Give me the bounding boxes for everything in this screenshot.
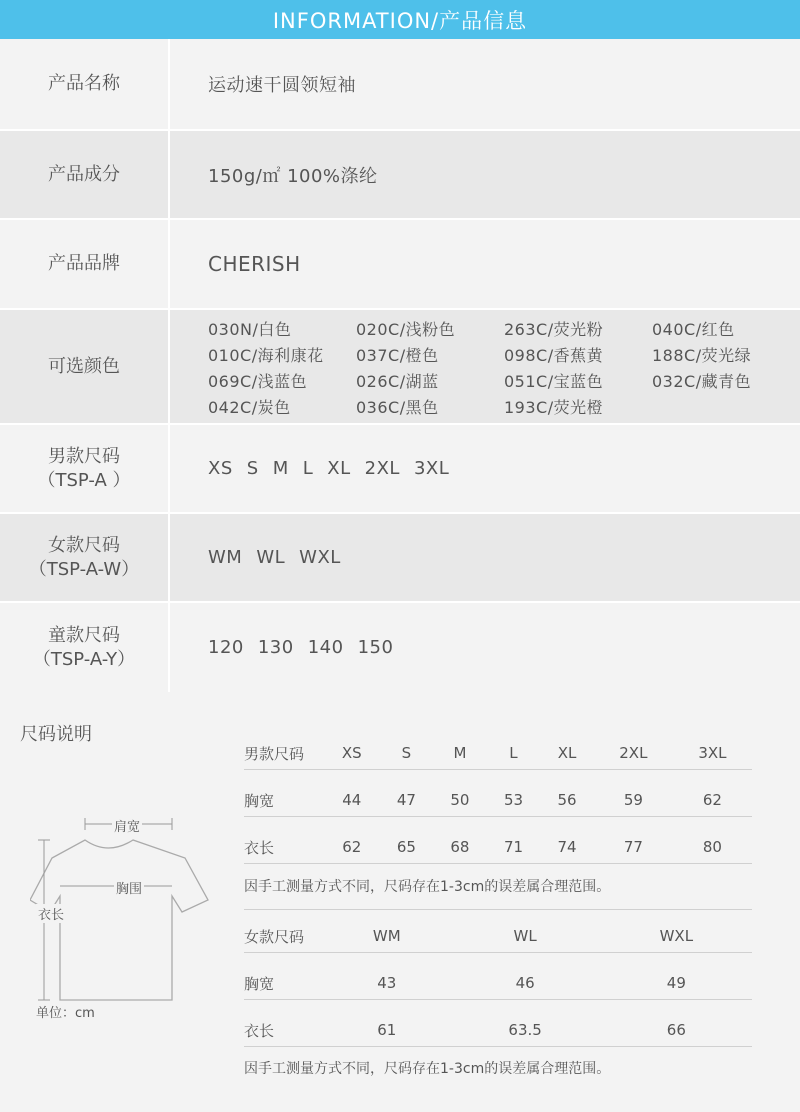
info-value-colors: [170, 310, 800, 423]
table-cell: WL: [450, 921, 601, 952]
info-value-women-sizes: [170, 514, 800, 601]
color-option: 037C/橙色: [356, 346, 439, 365]
brand-name: CHERISH: [208, 252, 301, 276]
table-cell: XS: [324, 738, 380, 769]
table-cell: M: [433, 738, 487, 769]
table-row: [244, 832, 752, 863]
info-label-composition: 产品成分: [0, 131, 170, 218]
table-cell: 衣长: [244, 832, 324, 863]
table-cell: 61: [324, 1015, 450, 1046]
table-cell: 62: [324, 832, 380, 863]
size-option: XS: [208, 458, 233, 479]
color-option: 020C/浅粉色: [356, 320, 456, 339]
table-cell: 71: [487, 832, 541, 863]
banner-title: INFORMATION/产品信息: [272, 8, 528, 33]
table-cell: 43: [324, 968, 450, 999]
table-cell: 62: [673, 785, 752, 816]
color-list: [208, 315, 800, 418]
info-value-name: 运动速干圆领短袖: [208, 75, 356, 96]
men-size-table: [244, 738, 752, 864]
color-option: 040C/红色: [652, 320, 735, 339]
table-cell: 47: [380, 785, 434, 816]
color-option: 026C/湖蓝: [356, 372, 439, 391]
color-option: 010C/海利康花: [208, 346, 324, 365]
table-cell: XL: [540, 738, 594, 769]
table-divider: [244, 909, 752, 910]
product-info-table: [0, 39, 800, 692]
size-option: S: [246, 458, 259, 479]
size-option: WXL: [299, 547, 341, 568]
chest-label: 胸围: [114, 878, 144, 897]
info-row-men-sizes: [0, 425, 800, 514]
label-line: 男款尺码: [48, 445, 120, 467]
color-option: 042C/炭色: [208, 398, 291, 417]
info-label-women-sizes: [0, 514, 170, 601]
size-guide-title: 尺码说明: [20, 724, 92, 745]
table-cell: 63.5: [450, 1015, 601, 1046]
table-cell: 44: [324, 785, 380, 816]
color-option: 188C/荧光绿: [652, 346, 752, 365]
info-row-composition: [0, 131, 800, 220]
color-option: 193C/荧光橙: [504, 398, 604, 417]
color-option: 069C/浅蓝色: [208, 372, 308, 391]
info-row-women-sizes: [0, 514, 800, 603]
table-row: [244, 1015, 752, 1046]
size-option: 3XL: [413, 458, 450, 479]
table-cell: 56: [540, 785, 594, 816]
info-label-men-sizes: [0, 425, 170, 512]
table-cell: 80: [673, 832, 752, 863]
color-option: 032C/藏青色: [652, 372, 752, 391]
table-cell: WXL: [601, 921, 752, 952]
table-row: [244, 968, 752, 999]
color-option: 036C/黑色: [356, 398, 439, 417]
shoulder-label: 肩宽: [112, 816, 142, 835]
color-option: 030N/白色: [208, 320, 292, 339]
size-guide-section: [0, 692, 800, 1112]
table-cell: 衣长: [244, 1015, 324, 1046]
label-model: （TSP-A-W）: [28, 558, 140, 580]
table-cell: 胸宽: [244, 785, 324, 816]
table-cell: 49: [601, 968, 752, 999]
table-cell: S: [380, 738, 434, 769]
table-row: [244, 785, 752, 816]
size-option: WM: [208, 547, 243, 568]
label-model: （TSP-A-Y）: [32, 648, 136, 670]
info-value-brand: [170, 220, 800, 308]
size-option: 140: [307, 637, 344, 658]
size-option: 2XL: [364, 458, 400, 479]
color-option: 263C/荧光粉: [504, 320, 604, 339]
table-cell: 65: [380, 832, 434, 863]
color-option: 051C/宝蓝色: [504, 372, 604, 391]
size-option: 150: [357, 637, 394, 658]
table-cell: 女款尺码: [244, 921, 324, 952]
table-cell: 59: [594, 785, 673, 816]
table-cell: 68: [433, 832, 487, 863]
table-cell: L: [487, 738, 541, 769]
section-banner: [0, 0, 800, 39]
table-cell: 77: [594, 832, 673, 863]
info-row-name: [0, 39, 800, 131]
table-cell: 男款尺码: [244, 738, 324, 769]
length-label: 衣长: [36, 904, 66, 923]
men-table-note: 因手工测量方式不同，尺码存在1-3cm的误差属合理范围。: [244, 879, 611, 895]
size-option: 130: [257, 637, 294, 658]
table-header-row: [244, 921, 752, 952]
info-row-brand: [0, 220, 800, 310]
info-label-name: 产品名称: [0, 39, 170, 129]
table-cell: 53: [487, 785, 541, 816]
info-value-composition: 150g/㎡ 100%涤纶: [208, 165, 378, 187]
unit-label: 单位：cm: [36, 1006, 95, 1021]
label-model: （TSP-A ）: [37, 469, 131, 491]
info-row-colors: [0, 310, 800, 425]
table-cell: 46: [450, 968, 601, 999]
table-cell: 66: [601, 1015, 752, 1046]
info-row-kids-sizes: [0, 603, 800, 692]
table-cell: WM: [324, 921, 450, 952]
info-label-brand: 产品品牌: [0, 220, 170, 308]
label-line: 童款尺码: [48, 624, 120, 646]
size-option: L: [302, 458, 314, 479]
women-size-table: [244, 921, 752, 1047]
size-option: XL: [327, 458, 351, 479]
info-value-men-sizes: [170, 425, 800, 512]
table-cell: 3XL: [673, 738, 752, 769]
info-label-colors: 可选颜色: [0, 310, 170, 423]
size-option: 120: [208, 637, 244, 658]
table-cell: 胸宽: [244, 968, 324, 999]
color-option: 098C/香蕉黄: [504, 346, 604, 365]
size-option: M: [272, 458, 289, 479]
info-value-kids-sizes: [170, 603, 800, 692]
table-cell: 74: [540, 832, 594, 863]
table-cell: 2XL: [594, 738, 673, 769]
label-line: 女款尺码: [48, 534, 120, 556]
table-header-row: [244, 738, 752, 769]
info-label-kids-sizes: [0, 603, 170, 692]
table-cell: 50: [433, 785, 487, 816]
size-option: WL: [256, 547, 286, 568]
women-table-note: 因手工测量方式不同，尺码存在1-3cm的误差属合理范围。: [244, 1061, 611, 1077]
